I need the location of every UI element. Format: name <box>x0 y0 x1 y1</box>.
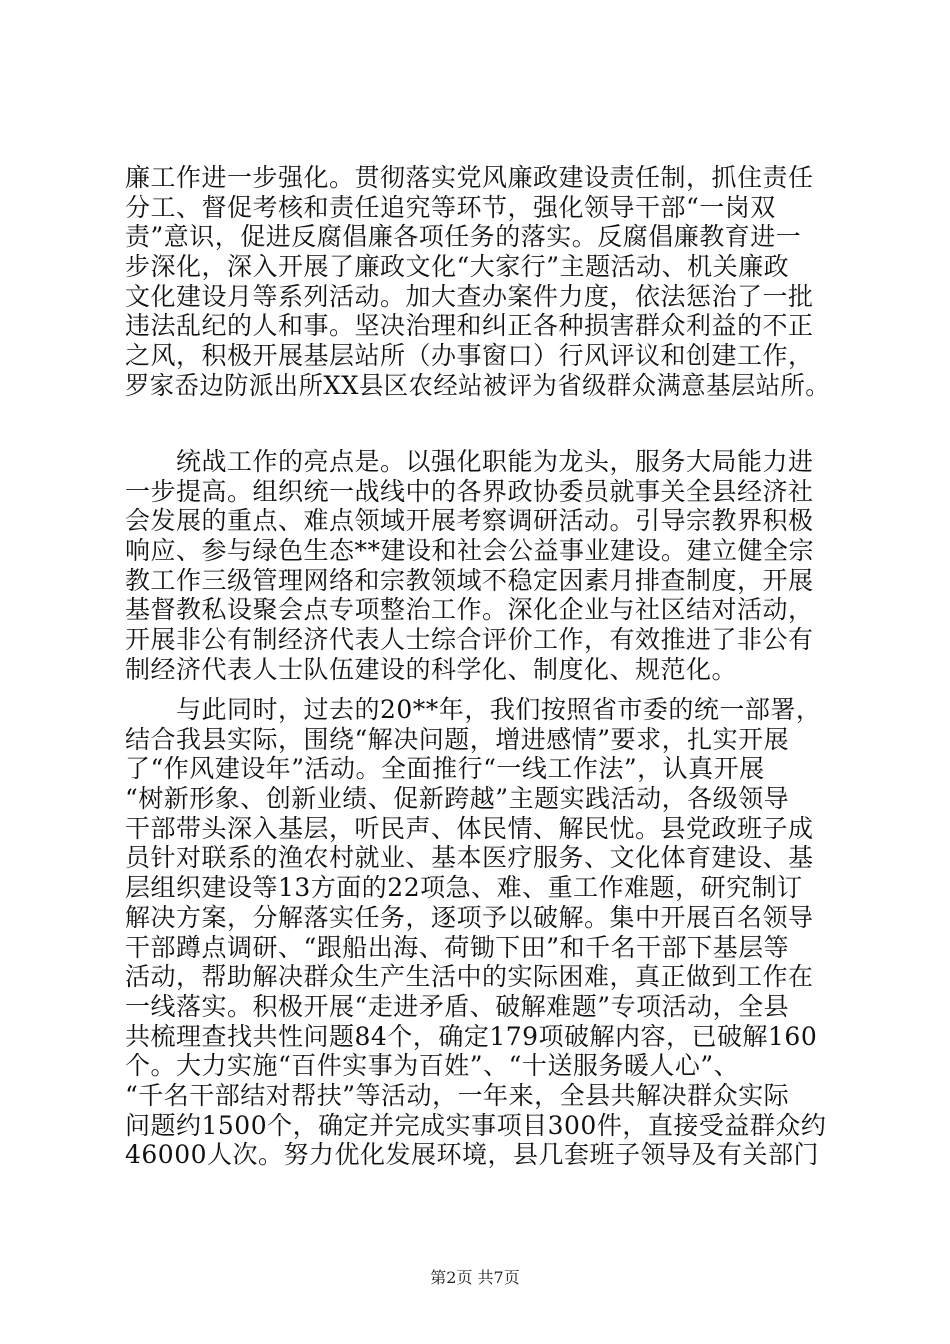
text-line: 制经济代表人士队伍建设的科学化、制度化、规范化。 <box>125 654 738 684</box>
text-line: 一步提高。组织统一战线中的各界政协委员就事关全县经济社 <box>125 476 814 506</box>
text-line: 响应、参与绿色生态**建设和社会公益事业建设。建立健全宗 <box>125 536 815 566</box>
text-line: 违法乱纪的人和事。坚决治理和纠正各种损害群众利益的不正 <box>125 311 814 341</box>
text-line: “千名干部结对帮扶”等活动，一年来，全县共解决群众实际 <box>125 1080 790 1110</box>
text-line: 解决方案，分解落实任务，逐项予以破解。集中开展百名领导 <box>125 902 814 932</box>
text-line: 46000人次。努力优化发展环境，县几套班子领导及有关部门 <box>125 1140 820 1170</box>
text-line: 之风，积极开展基层站所（办事窗口）行风评议和创建工作， <box>125 341 814 371</box>
text-line: 了“作风建设年”活动。全面推行“一线工作法”，认真开展 <box>125 754 765 784</box>
text-line: 教工作三级管理网络和宗教领域不稳定因素月排查制度，开展 <box>125 565 814 595</box>
text-line: 开展非公有制经济代表人士综合评价工作，有效推进了非公有 <box>125 625 814 655</box>
text-line: 文化建设月等系列活动。加大查办案件力度，依法惩治了一批 <box>125 281 814 311</box>
paragraph-1 <box>125 163 831 401</box>
text-line: 步深化，深入开展了廉政文化“大家行”主题活动、机关廉政 <box>125 252 790 282</box>
text-line: 与此同时，过去的20**年，我们按照省市委的统一部署， <box>125 695 822 724</box>
text-line: “树新形象、创新业绩、促新跨越”主题实践活动，各级领导 <box>125 784 790 814</box>
text-line: 个。大力实施“百件实事为百姓”、“十送服务暖人心”、 <box>125 1051 740 1081</box>
text-line: 责”意识，促进反腐倡廉各项任务的落实。反腐倡廉教育进一 <box>125 222 802 252</box>
text-line: 统战工作的亮点是。以强化职能为龙头，服务大局能力进 <box>125 447 814 476</box>
text-line: 基督教私设聚会点专项整治工作。深化企业与社区结对活动， <box>125 595 814 625</box>
text-line: 结合我县实际，围绕“解决问题，增进感情”要求，扎实开展 <box>125 724 790 754</box>
text-line: 层组织建设等13方面的22项急、难、重工作难题，研究制订 <box>125 873 803 903</box>
paragraph-2 <box>125 447 825 685</box>
text-line: 干部蹲点调研、“跟船出海、荷锄下田”和千名干部下基层等 <box>125 932 790 962</box>
text-line: 干部带头深入基层，听民声、体民情、解民忧。县党政班子成 <box>125 813 814 843</box>
text-line: 员针对联系的渔农村就业、基本医疗服务、文化体育建设、基 <box>125 843 814 873</box>
text-line: 共梳理查找共性问题84个，确定179项破解内容，已破解160 <box>125 1021 818 1051</box>
text-line: 活动，帮助解决群众生产生活中的实际困难，真正做到工作在 <box>125 962 814 992</box>
text-line: 问题约1500个，确定并完成实事项目300件，直接受益群众约 <box>125 1110 827 1140</box>
text-line: 一线落实。积极开展“走进矛盾、破解难题”专项活动，全县 <box>125 991 790 1021</box>
paragraph-3 <box>125 695 825 1170</box>
page-footer: 第2页 共7页 <box>430 1268 520 1287</box>
text-line: 分工、督促考核和责任追究等环节，强化领导干部“一岗双 <box>125 192 776 222</box>
text-line: 廉工作进一步强化。贯彻落实党风廉政建设责任制，抓住责任 <box>125 163 814 192</box>
text-line: 罗家岙边防派出所XX县区农经站被评为省级群众满意基层站所。 <box>125 370 831 400</box>
text-line: 会发展的重点、难点领域开展考察调研活动。引导宗教界积极 <box>125 506 814 536</box>
